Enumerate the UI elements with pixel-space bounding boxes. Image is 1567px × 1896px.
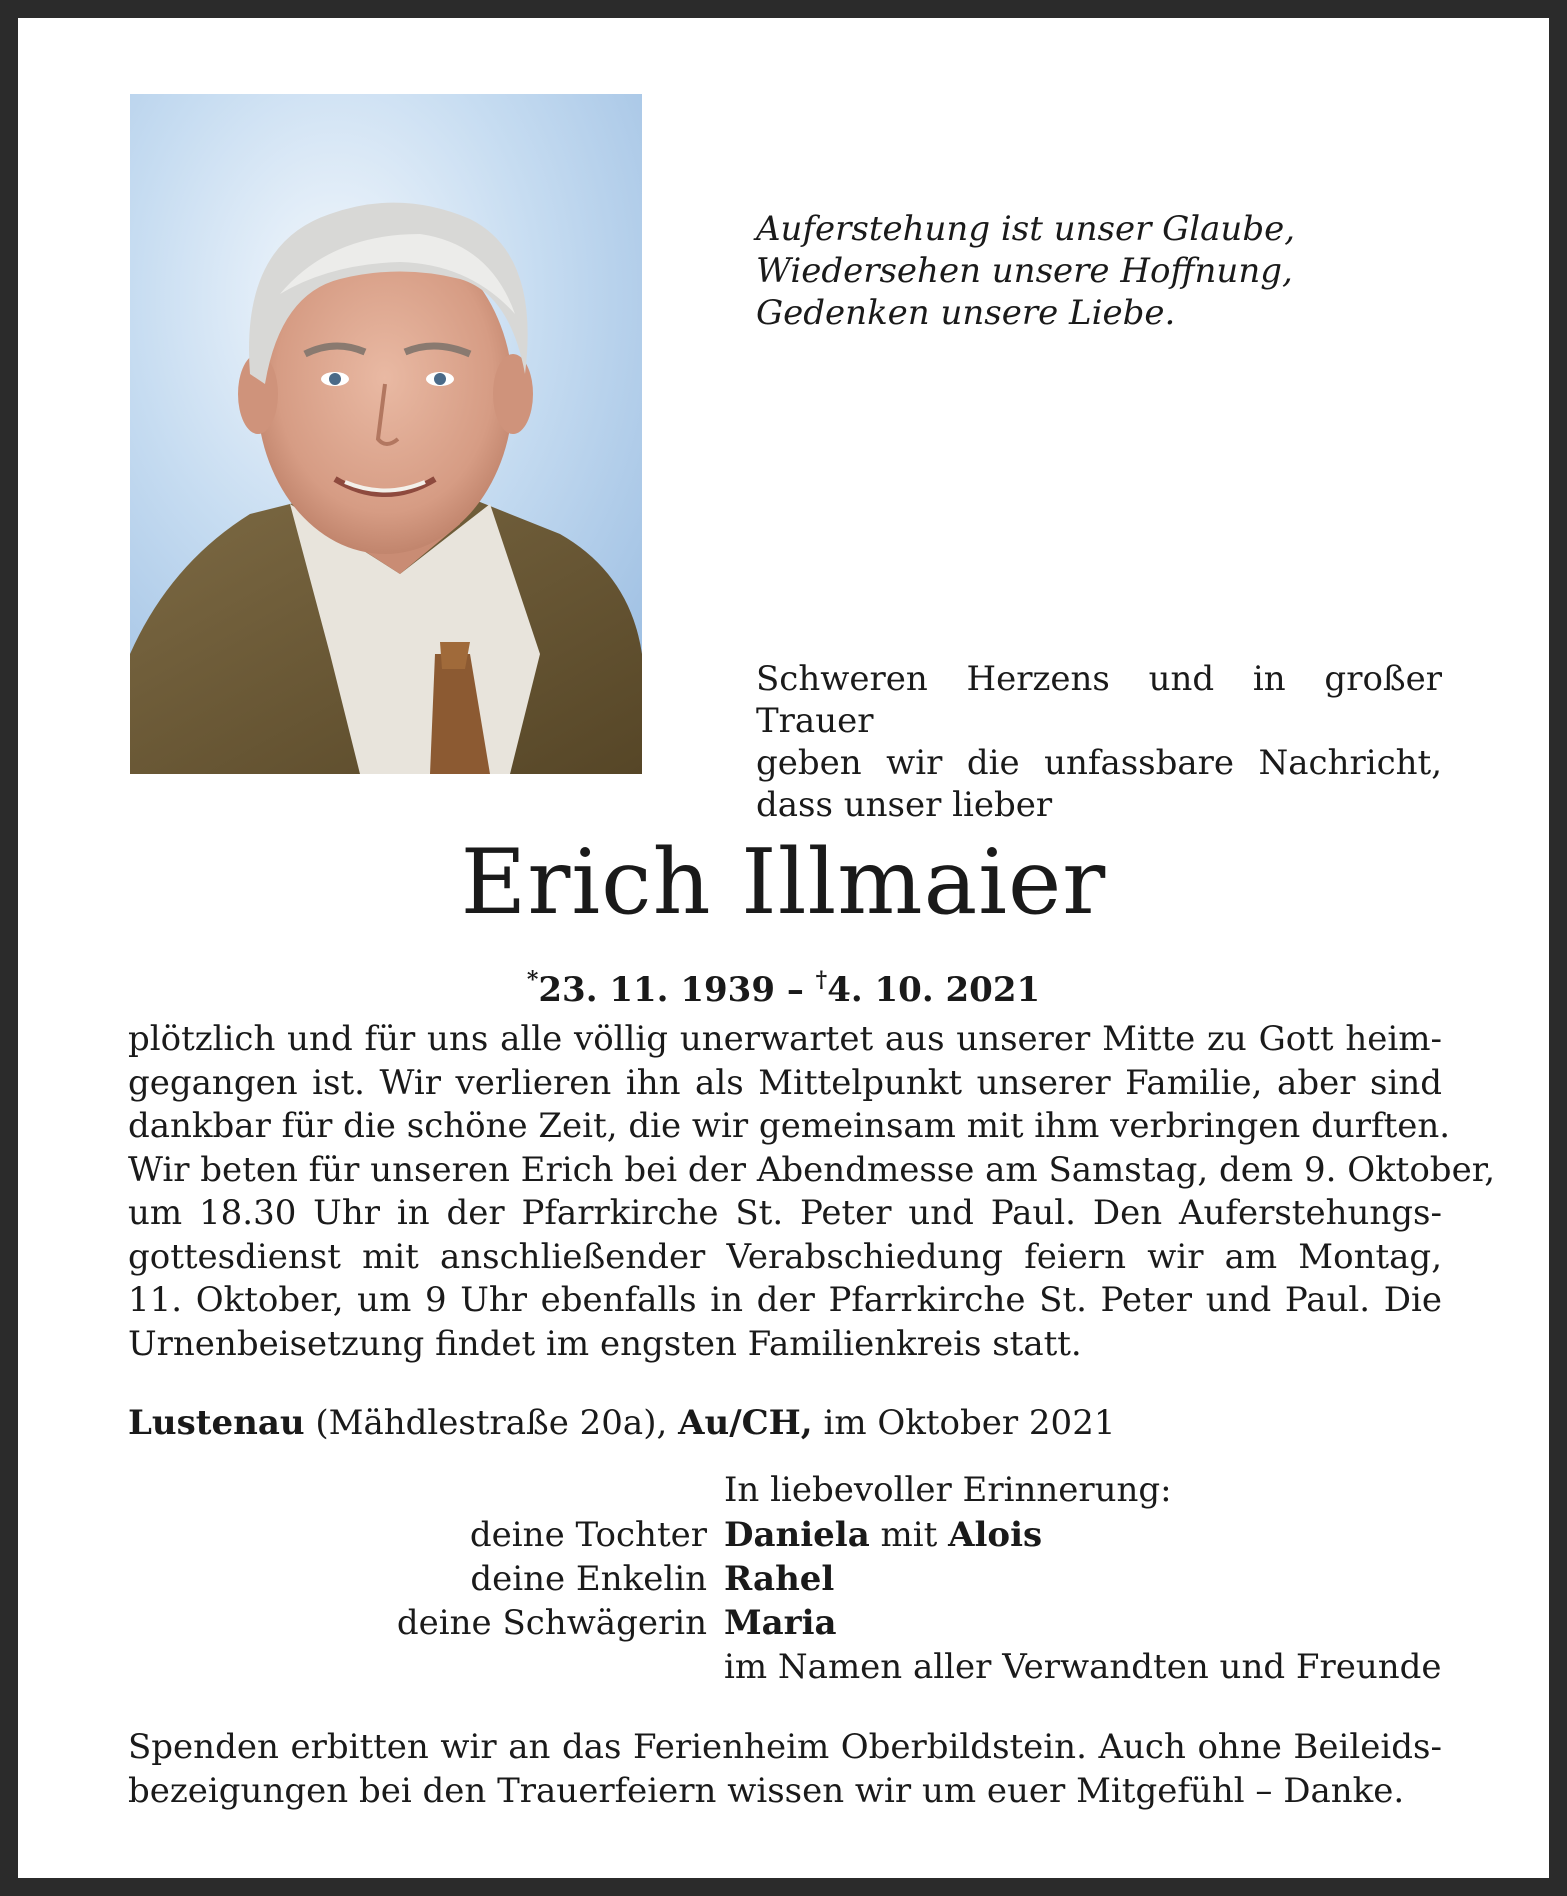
death-date: 4. 10. 2021: [827, 970, 1041, 1010]
intro-line: dass unser lieber: [756, 785, 1053, 825]
family-footer: im Namen aller Verwandten und Freunde: [724, 1647, 1442, 1687]
family-relation: deine Enkelin: [470, 1559, 707, 1599]
obituary-card: [18, 18, 1549, 1878]
place-town: Lustenau: [128, 1403, 305, 1443]
place-date: im Oktober 2021: [812, 1403, 1116, 1443]
body-line: dankbar für die schöne Zeit, die wir gemeinsam mit ihm verbringen durften.: [128, 1106, 1451, 1146]
closing-line: Spenden erbitten wir an das Ferienheim Oberbildstein. Auch ohne Beileids-: [128, 1727, 1442, 1767]
family-relation: deine Schwägerin: [396, 1603, 707, 1643]
body-line: Urnenbeisetzung findet im engsten Familienkreis statt.: [128, 1323, 1082, 1364]
place-address: (Mähdlestraße 20a),: [304, 1403, 679, 1443]
family-partner: Alois: [948, 1515, 1043, 1555]
portrait-photo: [130, 94, 642, 774]
place-second: Au/CH,: [678, 1403, 813, 1443]
family-row: [18, 1601, 1549, 1645]
family-names: [724, 1601, 837, 1645]
date-separator: –: [774, 970, 816, 1010]
body-line: gegangen ist. Wir verlieren ihn als Mittelpunkt unserer Familie, aber sind: [128, 1062, 1442, 1103]
family-row: [18, 1513, 1549, 1557]
memory-heading: In liebevoller Erinnerung:: [724, 1470, 1172, 1510]
born-symbol: *: [526, 967, 539, 993]
family-names: [724, 1557, 834, 1601]
announcement-body: [128, 1018, 1496, 1366]
family-name: Maria: [724, 1603, 837, 1643]
intro-text: [756, 658, 1442, 826]
body-line: gottesdienst mit anschließender Verabschiedung feiern wir am Montag,: [128, 1236, 1442, 1277]
family-names: [724, 1513, 1042, 1557]
family-row: [18, 1557, 1549, 1601]
died-symbol: †: [815, 967, 828, 993]
portrait-illustration: [130, 94, 642, 774]
motto-line: Wiedersehen unsere Hoffnung,: [756, 251, 1293, 291]
family-row: [18, 1645, 1549, 1689]
family-name: Rahel: [724, 1559, 835, 1599]
closing-text: [128, 1726, 1442, 1813]
body-line: plötzlich und für uns alle völlig unerwartet aus unserer Mitte zu Gott heim-: [128, 1019, 1442, 1059]
closing-line: bezeigungen bei den Trauerfeiern wissen wir um euer Mitgefühl – Danke.: [128, 1770, 1405, 1811]
family-list: [18, 1513, 1549, 1689]
motto-line: Auferstehung ist unser Glaube,: [756, 209, 1296, 249]
deceased-name: Erich Illmaier: [460, 830, 1107, 935]
body-line: 11. Oktober, um 9 Uhr ebenfalls in der Pfarrkirche St. Peter und Paul. Die: [128, 1280, 1442, 1320]
family-connector: mit: [869, 1515, 949, 1555]
life-dates: [18, 958, 1549, 1012]
body-line: Wir beten für unseren Erich bei der Abendmesse am Samstag, dem 9. Oktober,: [128, 1149, 1496, 1190]
family-name: Daniela: [724, 1515, 870, 1555]
birth-date: 23. 11. 1939: [538, 970, 775, 1010]
place-and-date: [128, 1401, 1115, 1445]
motto-line: Gedenken unsere Liebe.: [756, 293, 1176, 333]
family-relation: deine Tochter: [469, 1515, 707, 1555]
intro-line: Schweren Herzens und in großer Trauer: [756, 659, 1442, 741]
intro-line: geben wir die unfassbare Nachricht,: [756, 743, 1442, 783]
motto-quote: [756, 208, 1295, 334]
body-line: um 18.30 Uhr in der Pfarrkirche St. Peter und Paul. Den Auferstehungs-: [128, 1193, 1442, 1233]
